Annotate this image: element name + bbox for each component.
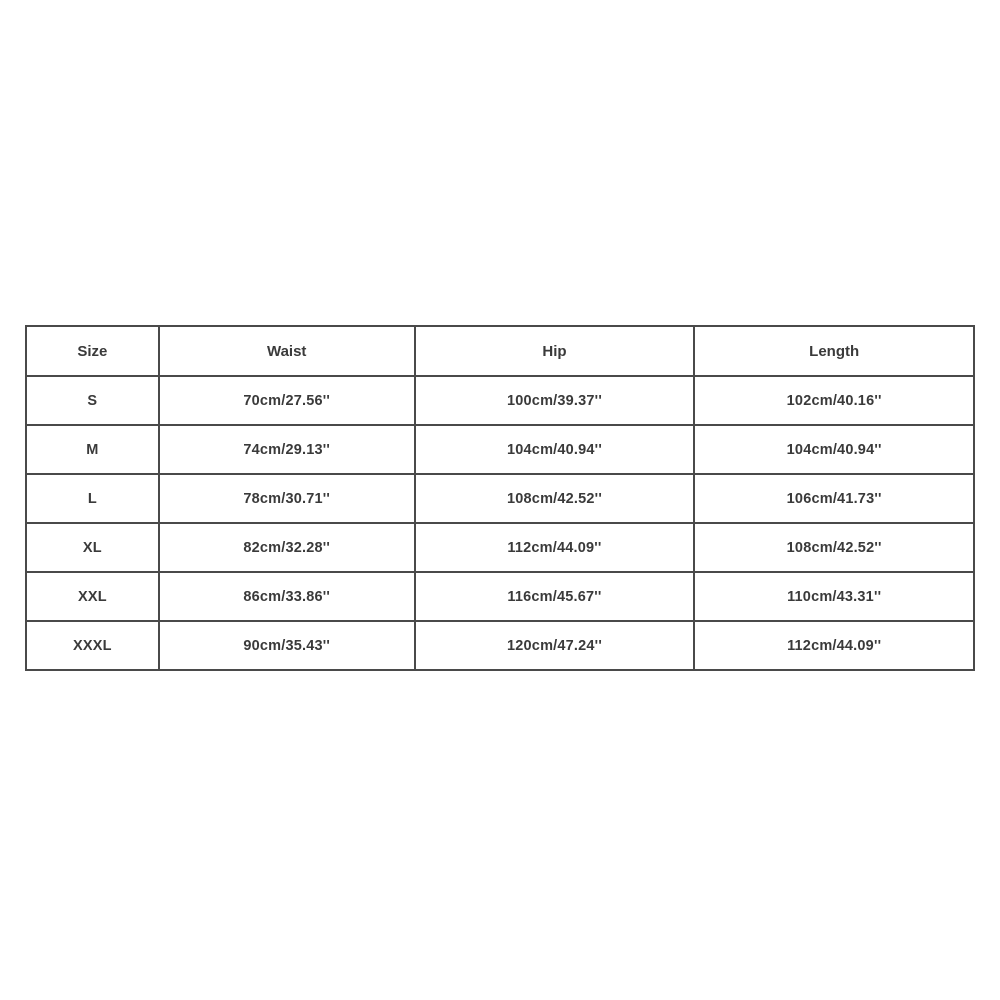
column-header: Length (694, 326, 974, 376)
column-header: Waist (159, 326, 415, 376)
measurement-cell: 108cm/42.52'' (694, 523, 974, 572)
measurement-cell: 90cm/35.43'' (159, 621, 415, 670)
measurement-cell: 82cm/32.28'' (159, 523, 415, 572)
column-header: Size (26, 326, 159, 376)
size-label-cell: XXXL (26, 621, 159, 670)
size-label-cell: M (26, 425, 159, 474)
size-label-cell: XXL (26, 572, 159, 621)
table-row (26, 572, 974, 621)
table-row (26, 621, 974, 670)
size-label-cell: L (26, 474, 159, 523)
measurement-cell: 110cm/43.31'' (694, 572, 974, 621)
table-row (26, 523, 974, 572)
size-label-cell: S (26, 376, 159, 425)
table-row (26, 425, 974, 474)
table-row (26, 474, 974, 523)
column-header: Hip (415, 326, 695, 376)
measurement-cell: 106cm/41.73'' (694, 474, 974, 523)
measurement-cell: 116cm/45.67'' (415, 572, 695, 621)
measurement-cell: 74cm/29.13'' (159, 425, 415, 474)
measurement-cell: 108cm/42.52'' (415, 474, 695, 523)
measurement-cell: 86cm/33.86'' (159, 572, 415, 621)
measurement-cell: 104cm/40.94'' (415, 425, 695, 474)
measurement-cell: 112cm/44.09'' (415, 523, 695, 572)
measurement-cell: 120cm/47.24'' (415, 621, 695, 670)
measurement-cell: 100cm/39.37'' (415, 376, 695, 425)
size-table (25, 325, 975, 671)
measurement-cell: 104cm/40.94'' (694, 425, 974, 474)
measurement-cell: 102cm/40.16'' (694, 376, 974, 425)
table-row (26, 376, 974, 425)
size-label-cell: XL (26, 523, 159, 572)
measurement-cell: 70cm/27.56'' (159, 376, 415, 425)
table-header-row (26, 326, 974, 376)
measurement-cell: 112cm/44.09'' (694, 621, 974, 670)
measurement-cell: 78cm/30.71'' (159, 474, 415, 523)
